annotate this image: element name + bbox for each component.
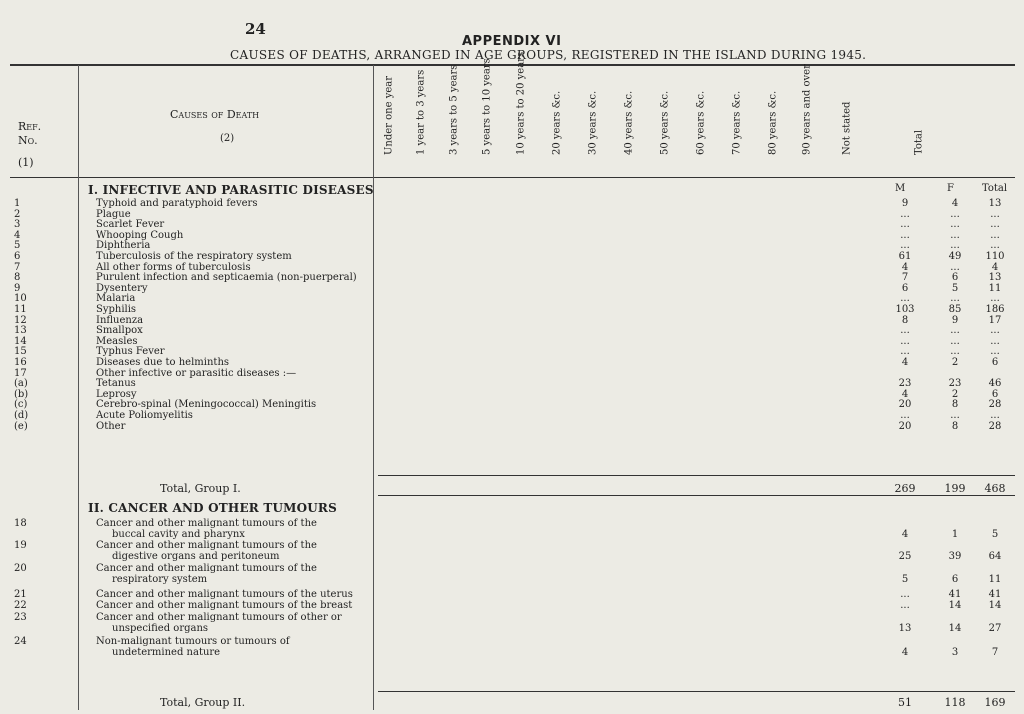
table-row [0,230,1024,241]
age-group-label: 60 years &c. [695,90,707,155]
row-cause-continued: unspecified organs [112,623,209,634]
row-f: ... [950,346,960,358]
row-f: 8 [951,399,959,411]
row-m: 4 [901,357,909,368]
row-ref: 22 [14,600,27,611]
row-cause-continued: buccal cavity and pharynx [112,529,245,540]
row-m: ... [900,219,910,231]
row-m: 6 [901,282,909,294]
row-f: 1 [951,529,959,540]
row-m: ... [900,589,910,600]
table-row [0,600,1024,611]
age-group-label: 5 years to 10 years [481,58,493,155]
row-ref: (e) [14,420,28,432]
table-row [0,262,1024,273]
row-f: ... [950,240,960,252]
row-m: 4 [901,529,909,540]
row-total: ... [990,208,1000,220]
row-m: 25 [898,551,912,562]
table-row [0,410,1024,421]
row-total: ... [990,240,1000,252]
row-f: 49 [948,251,962,262]
table-row [0,421,1024,432]
section1-heading: I. INFECTIVE AND PARASITIC DISEASES [88,183,374,197]
row-ref: 14 [14,335,27,347]
row-m: 8 [901,314,909,326]
row-f: 199 [944,482,966,495]
age-group-header [764,70,782,170]
row-f: 118 [944,696,966,709]
age-group-label: 90 years and over [801,64,813,155]
age-group-header [798,64,816,170]
row-m: 103 [895,304,915,315]
row-f: ... [950,229,960,241]
row-cause: Cancer and other malignant tumours of the [96,540,317,551]
age-group-label: 10 years to 20 years [515,51,527,155]
row-total: 13 [988,198,1002,209]
table-row [0,346,1024,357]
age-group-label: 30 years &c. [587,90,599,155]
row-f: ... [950,335,960,347]
table-row [0,209,1024,220]
row-f: 8 [951,420,959,432]
row-total: 64 [988,551,1002,562]
row-f: 2 [951,388,959,400]
row-m: 61 [898,251,912,262]
row-m: 9 [901,198,909,209]
row-total: 6 [991,357,999,368]
row-cause: Cancer and other malignant tumours of the breast [96,600,353,611]
mf-m-label: M [895,183,906,194]
row-m: 51 [898,696,912,709]
row-m: 4 [901,261,909,273]
row-cause: Diphtheria [96,240,151,252]
row-cause: Acute Poliomyelitis [96,410,193,421]
row-f: 5 [951,282,959,294]
row-total: 6 [991,388,999,400]
row-f: 3 [951,647,959,658]
table-row [0,589,1024,600]
row-f: 2 [951,357,959,368]
row-cause: Influenza [96,314,144,326]
table-row [0,378,1024,389]
row-f: ... [950,293,960,305]
table-row [0,198,1024,209]
ref-header-line1: Ref. [18,120,42,133]
row-cause: Cerebro-spinal (Meningococcal) Meningitis [96,399,317,411]
table-row [0,518,1024,540]
row-f: 14 [948,600,962,611]
row-m: ... [900,335,910,347]
row-total: 27 [988,623,1002,634]
table-top-rule [10,64,1015,66]
row-ref: (d) [14,410,29,421]
table-row [0,283,1024,294]
age-group-header [838,70,856,170]
row-ref: 1 [14,198,21,209]
row-total: 169 [984,696,1006,709]
row-total: 13 [988,272,1002,284]
row-m: 4 [901,647,909,658]
row-cause: Cancer and other malignant tumours of the [96,563,317,574]
row-ref: 18 [14,518,27,529]
row-cause: Typhus Fever [96,346,165,358]
header-bottom-rule [10,177,1015,178]
row-ref: 5 [14,240,21,252]
row-total: 5 [991,529,999,540]
age-group-label: 50 years &c. [659,90,671,155]
table-row [0,482,1024,493]
row-m: 23 [898,378,912,390]
row-cause: Cancer and other malignant tumours of other or [96,612,342,623]
row-cause: Smallpox [96,325,143,337]
age-group-header [512,51,530,170]
row-cause: Cancer and other malignant tumours of the uterus [96,589,353,600]
row-ref: 16 [14,357,27,368]
row-m: 5 [901,574,909,585]
row-f: 14 [948,623,962,634]
table-row [0,399,1024,410]
row-cause: All other forms of tuberculosis [96,261,251,273]
row-ref: 9 [14,282,21,294]
age-group-label: Under one year [383,75,395,155]
row-m: 269 [894,482,916,495]
row-total: 11 [988,574,1002,585]
table-row [0,219,1024,230]
table-row [0,325,1024,336]
row-f: 9 [951,314,959,326]
row-ref: 8 [14,272,21,284]
row-m: ... [900,600,910,611]
row-total: 28 [988,399,1002,411]
table-row [0,563,1024,585]
row-total: 7 [991,647,999,658]
row-cause: Leprosy [96,388,137,400]
age-group-header [548,70,566,170]
group2-total-rule [378,691,1015,692]
row-f: 4 [951,198,959,209]
age-group-label: 40 years &c. [623,90,635,155]
row-cause: Other [96,420,126,432]
row-cause-continued: undetermined nature [112,647,221,658]
row-total: ... [990,335,1000,347]
row-f: ... [950,325,960,337]
table-row [0,612,1024,634]
row-ref: 7 [14,261,21,273]
row-f: ... [950,410,960,421]
table-row [0,304,1024,315]
row-f: 85 [948,304,962,315]
row-m: ... [900,208,910,220]
table-row [0,240,1024,251]
row-total: ... [990,229,1000,241]
row-cause: Plague [96,208,131,220]
row-total: 17 [988,314,1002,326]
row-f: 39 [948,551,962,562]
row-m: ... [900,229,910,241]
table-row [0,251,1024,262]
row-total: 41 [988,589,1002,600]
row-ref: 6 [14,251,21,262]
row-m: ... [900,293,910,305]
table-row [0,336,1024,347]
table-row [0,315,1024,326]
row-cause: Scarlet Fever [96,219,165,231]
row-ref: 17 [14,367,27,379]
appendix-label: APPENDIX VI [462,34,562,49]
row-f: 6 [951,272,959,284]
row-f: ... [950,261,960,273]
row-ref: 19 [14,540,27,551]
row-ref: 20 [14,563,27,574]
table-row [0,293,1024,304]
table-row [0,357,1024,368]
age-group-header [445,64,463,170]
row-m: 4 [901,388,909,400]
row-ref: (b) [14,388,29,400]
group1-total-underline [378,495,1015,496]
ref-header-line2: No. [18,134,38,147]
table-row [0,540,1024,562]
row-f: ... [950,208,960,220]
row-ref: 4 [14,229,21,241]
row-ref: 24 [14,636,27,647]
row-cause-continued: respiratory system [112,574,208,585]
row-ref: 10 [14,293,27,305]
row-cause: Tetanus [96,378,136,390]
causes-header-number: (2) [220,133,235,144]
row-m: ... [900,410,910,421]
mf-total-label: Total [982,183,1008,194]
age-group-header [584,70,602,170]
row-cause: Syphilis [96,304,137,315]
age-group-header [692,70,710,170]
row-cause: Other infective or parasitic diseases :— [96,367,297,379]
row-total: 468 [984,482,1006,495]
row-ref: (c) [14,399,28,411]
row-total: 14 [988,600,1002,611]
table-row [0,368,1024,379]
table-row [0,272,1024,283]
age-group-label: 80 years &c. [767,90,779,155]
row-total: ... [990,410,1000,421]
row-cause: Tuberculosis of the respiratory system [96,251,292,262]
row-m: 13 [898,623,912,634]
row-total: 11 [988,282,1002,294]
row-ref: 3 [14,219,21,231]
age-group-header [412,70,430,170]
age-group-label: 70 years &c. [731,90,743,155]
row-cause: Whooping Cough [96,229,184,241]
age-group-label: Not stated [841,101,853,155]
page-title: CAUSES OF DEATHS, ARRANGED IN AGE GROUPS, REGISTERED IN THE ISLAND DURING 1945. [230,48,867,62]
row-total: ... [990,293,1000,305]
row-f: 23 [948,378,962,390]
row-cause: Diseases due to helminths [96,357,230,368]
row-cause-continued: digestive organs and peritoneum [112,551,280,562]
age-group-header [728,70,746,170]
row-ref: 13 [14,325,27,337]
row-total: 46 [988,378,1002,390]
row-total: ... [990,219,1000,231]
row-total: 4 [991,261,999,273]
row-cause: Dysentery [96,282,148,294]
row-cause: Purulent infection and septicaemia (non-puerperal) [96,272,357,284]
row-ref: 21 [14,589,27,600]
row-m: 20 [898,399,912,411]
ref-header-line3: (1) [18,156,34,169]
table-row [0,696,1024,707]
row-total: 28 [988,420,1002,432]
row-cause: Total, Group II. [160,696,246,709]
row-total: 186 [985,304,1005,315]
row-ref: 15 [14,346,27,358]
row-cause: Non-malignant tumours or tumours of [96,636,290,647]
row-cause: Typhoid and paratyphoid fevers [96,198,258,209]
group1-total-rule [378,475,1015,476]
row-f: 41 [948,589,962,600]
age-group-header [478,58,496,170]
age-group-header [380,70,398,170]
mf-f-label: F [947,183,954,194]
section2-heading: II. CANCER AND OTHER TUMOURS [88,501,337,515]
row-ref: 2 [14,208,21,220]
age-group-header [910,70,928,170]
row-cause: Total, Group I. [160,482,241,495]
table-row [0,389,1024,400]
row-m: 20 [898,420,912,432]
row-total: 110 [985,251,1005,262]
row-m: ... [900,240,910,252]
age-group-header [620,70,638,170]
row-f: ... [950,219,960,231]
row-f: 6 [951,574,959,585]
row-ref: 11 [14,304,27,315]
causes-header: Causes of Death [170,108,260,121]
age-group-label: 1 year to 3 years [415,69,427,155]
row-ref: 23 [14,612,27,623]
row-ref: 12 [14,314,27,326]
row-m: ... [900,346,910,358]
page-number: 24 [245,20,266,38]
ref-header [18,120,41,170]
table-row [0,636,1024,658]
row-total: ... [990,346,1000,358]
row-cause: Cancer and other malignant tumours of the [96,518,317,529]
row-m: ... [900,325,910,337]
row-cause: Measles [96,335,138,347]
age-group-label: 20 years &c. [551,90,563,155]
row-total: ... [990,325,1000,337]
age-group-label: Total [913,129,925,155]
row-cause: Malaria [96,293,136,305]
age-group-header [656,70,674,170]
row-m: 7 [901,272,909,284]
row-ref: (a) [14,378,28,390]
age-group-label: 3 years to 5 years [448,64,460,155]
